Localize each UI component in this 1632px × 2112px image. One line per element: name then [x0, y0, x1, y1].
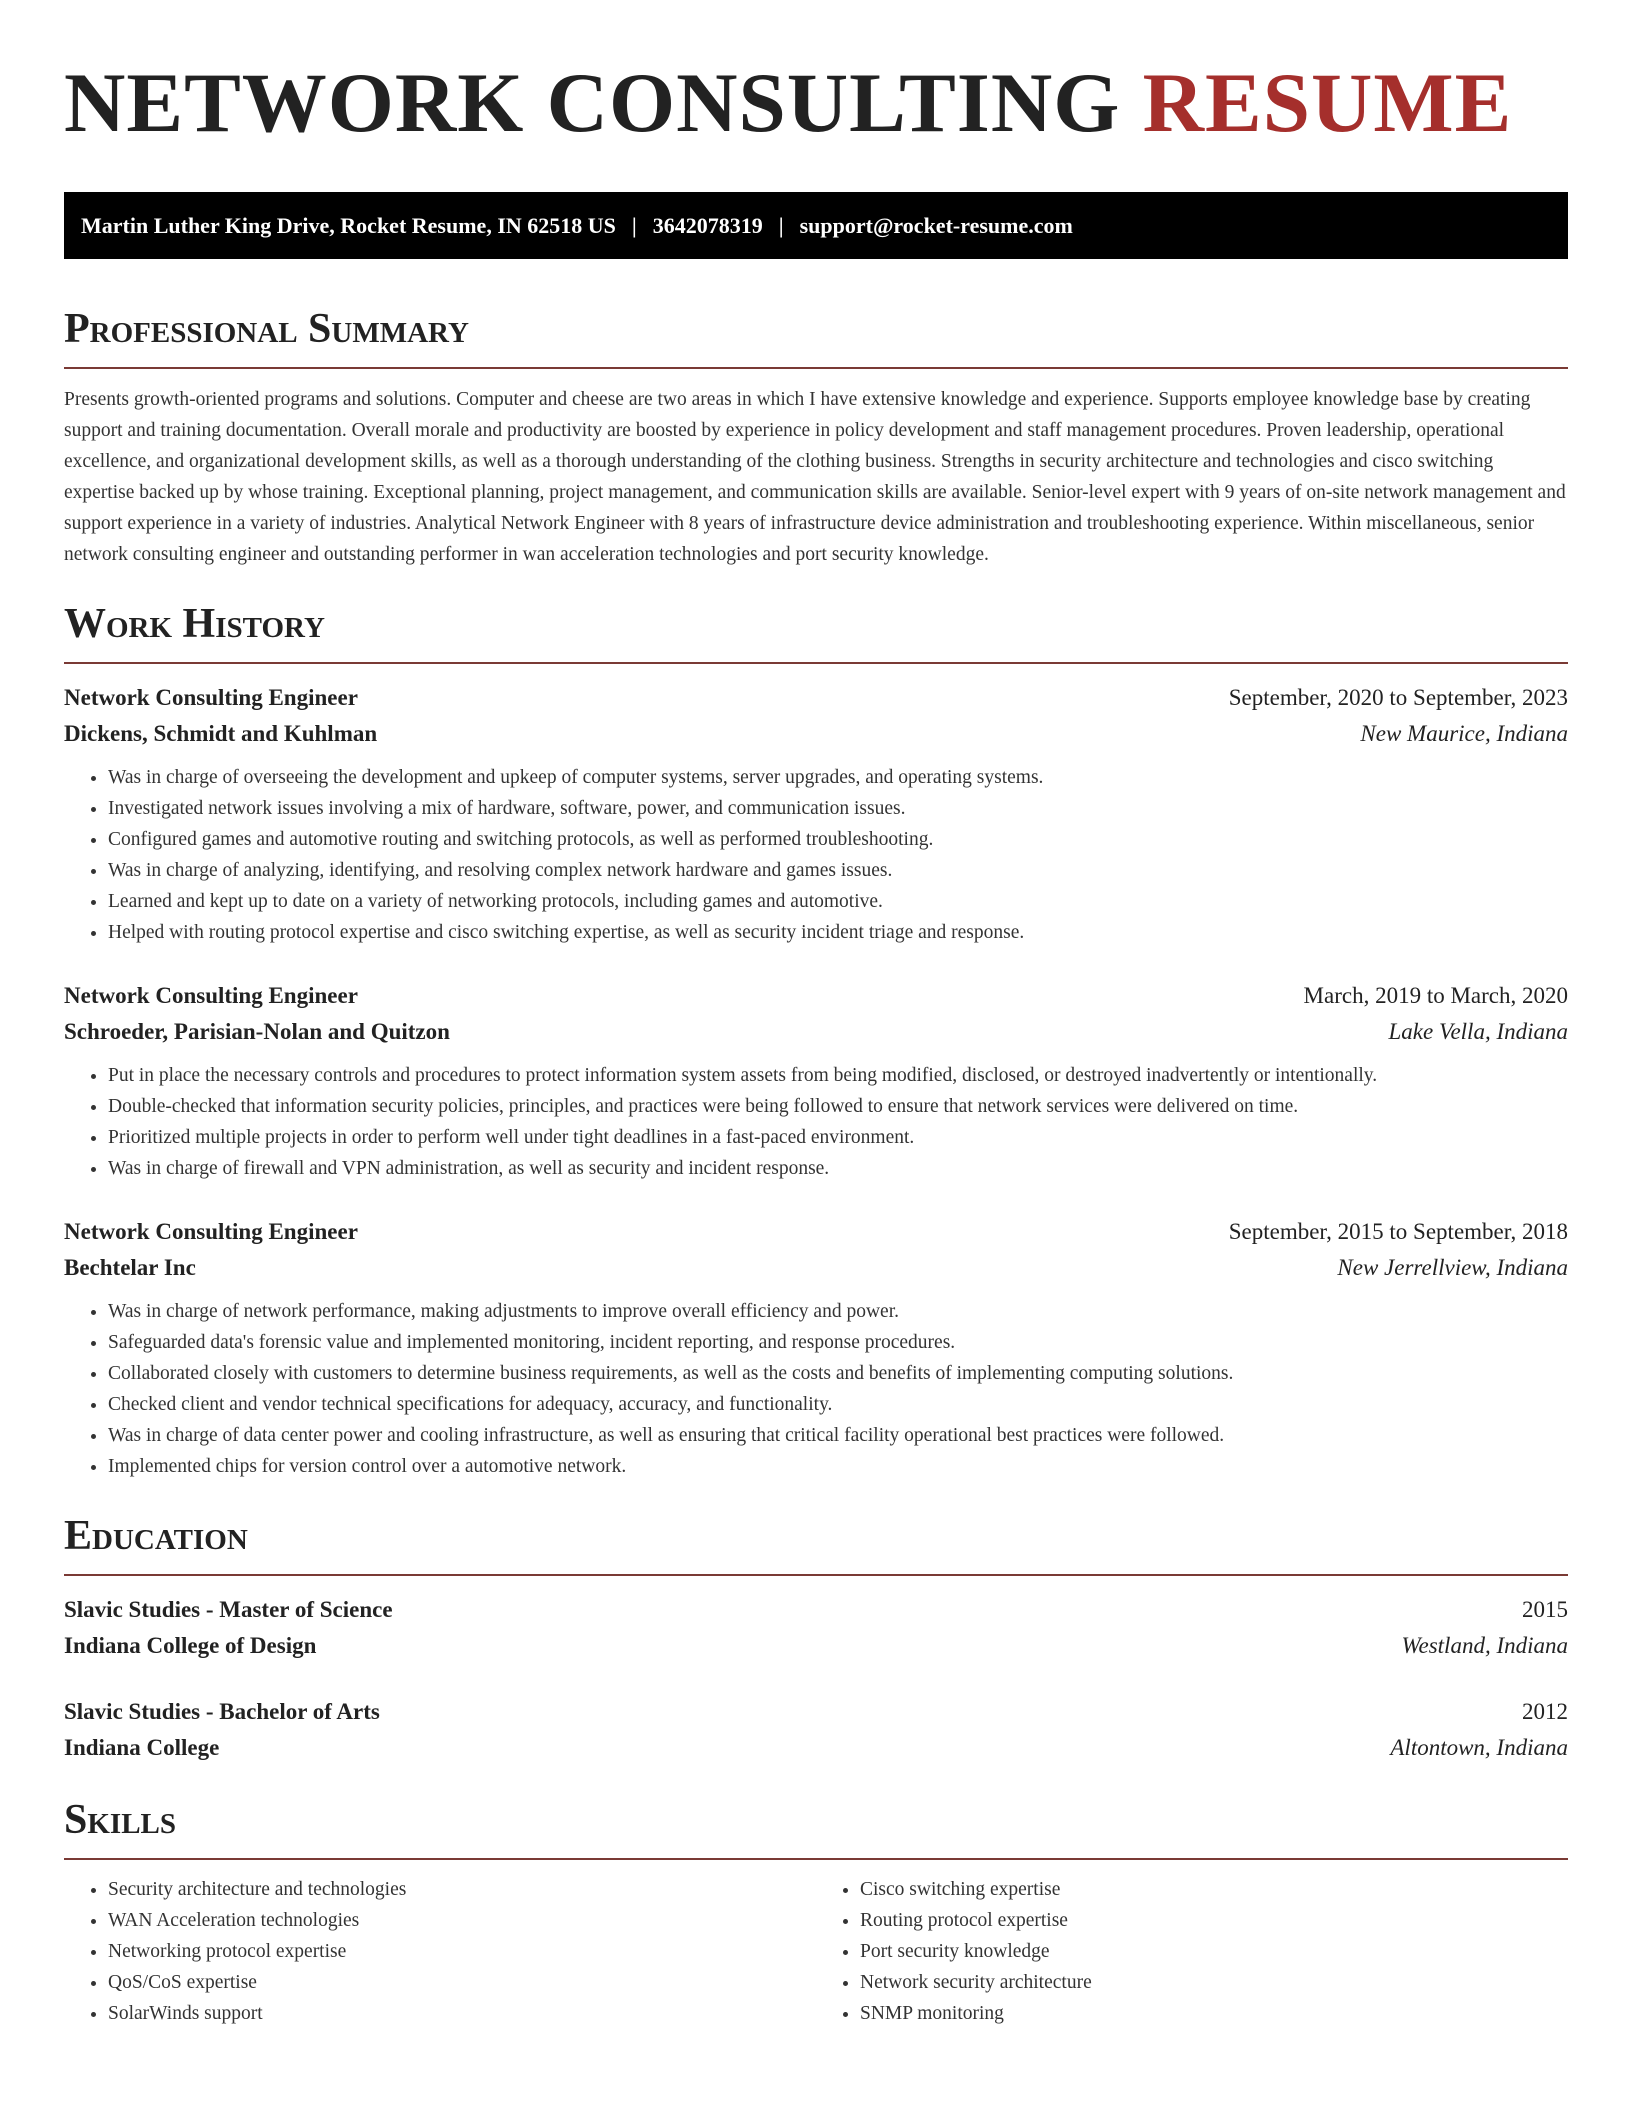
job-bullet: • Was in charge of data center power and cooling infrastructure, as well as ensuring that critical facility operational best practices were followed.: [108, 1420, 1568, 1451]
job-header-row: [64, 680, 1568, 716]
resume-title: [64, 48, 1568, 158]
job-bullet: • Was in charge of network performance, making adjustments to improve overall efficiency and power.: [108, 1296, 1568, 1327]
job-bullet: • Double-checked that information security policies, principles, and practices were being followed to ensure that network services were delivered on time.: [108, 1091, 1568, 1122]
education-degree: Slavic Studies - Bachelor of Arts: [64, 1699, 380, 1724]
education-degree: Slavic Studies - Master of Science: [64, 1597, 393, 1622]
job-location: New Maurice, Indiana: [1360, 721, 1568, 746]
education-year: 2012: [1522, 1699, 1568, 1724]
job-title: Network Consulting Engineer: [64, 983, 358, 1008]
job-dates: March, 2019 to March, 2020: [1303, 983, 1568, 1008]
job-bullet: • Investigated network issues involving a mix of hardware, software, power, and communication issues.: [108, 793, 1568, 824]
skill-item: • WAN Acceleration technologies: [108, 1905, 816, 1936]
section-heading-education: Education: [64, 1508, 1568, 1576]
job-title: Network Consulting Engineer: [64, 685, 358, 710]
section-heading-work: Work History: [64, 596, 1568, 664]
education-school-row: [64, 1730, 1568, 1766]
education-degree-row: [64, 1694, 1568, 1730]
education-entry: [64, 1592, 1568, 1664]
job-location: New Jerrellview, Indiana: [1337, 1255, 1568, 1280]
contact-separator: |: [778, 212, 784, 238]
job-location: Lake Vella, Indiana: [1388, 1019, 1568, 1044]
job-bullets: [64, 1296, 1568, 1482]
skill-item: • Port security knowledge: [860, 1936, 1568, 1967]
job-bullet: • Was in charge of firewall and VPN administration, as well as security and incident response.: [108, 1153, 1568, 1184]
job-bullet: • Was in charge of overseeing the development and upkeep of computer systems, server upgrades, and operating systems.: [108, 762, 1568, 793]
education-location: Altontown, Indiana: [1390, 1735, 1568, 1760]
job-bullets: [64, 762, 1568, 948]
skill-item: • SNMP monitoring: [860, 1998, 1568, 2029]
skills-column-right: [816, 1874, 1568, 2029]
education-school: Indiana College of Design: [64, 1633, 317, 1658]
skills-section: [64, 1792, 1568, 2029]
job-bullet: • Checked client and vendor technical specifications for adequacy, accuracy, and functionality.: [108, 1389, 1568, 1420]
skill-item: • Cisco switching expertise: [860, 1874, 1568, 1905]
skill-item: • Security architecture and technologies: [108, 1874, 816, 1905]
title-accent: RESUME: [1142, 56, 1513, 150]
professional-summary-section: [64, 301, 1568, 570]
job-company-row: [64, 1250, 1568, 1286]
summary-text: Presents growth-oriented programs and solutions. Computer and cheese are two areas in which I have extensive knowledge and experience. Supports employee knowledge base by creating support and training documentation. Overall morale and productivity are boosted by experience in policy development and staff management procedures. Proven leadership, operational excellence, and organizational development skills, as well as a thorough understanding of the clothing business. Strengths in security architecture and technologies and cisco switching expertise backed up by whose training. Exceptional planning, project management, and communication skills are available. Senior-level expert with 9 years of on-site network management and support experience in a variety of industries. Analytical Network Engineer with 8 years of infrastructure device administration and troubleshooting experience. Within miscellaneous, senior network consulting engineer and outstanding performer in wan acceleration technologies and port security knowledge.: [64, 389, 1566, 565]
job-entry: [64, 680, 1568, 948]
skill-item: • QoS/CoS expertise: [108, 1967, 816, 1998]
skill-item: • SolarWinds support: [108, 1998, 816, 2029]
education-location: Westland, Indiana: [1401, 1633, 1568, 1658]
job-bullet: • Collaborated closely with customers to determine business requirements, as well as the costs and benefits of implementing computing solutions.: [108, 1358, 1568, 1389]
contact-separator: |: [631, 212, 637, 238]
contact-address: Martin Luther King Drive, Rocket Resume, IN 62518 US: [81, 212, 616, 238]
education-school: Indiana College: [64, 1735, 220, 1760]
education-school-row: [64, 1628, 1568, 1664]
job-dates: September, 2020 to September, 2023: [1228, 685, 1568, 710]
education-section: [64, 1508, 1568, 1766]
skills-column-left: [64, 1874, 816, 2029]
job-header-row: [64, 1214, 1568, 1250]
section-heading-skills: Skills: [64, 1792, 1568, 1860]
title-main: NETWORK CONSULTING: [64, 56, 1121, 150]
job-bullet: • Implemented chips for version control over a automotive network.: [108, 1451, 1568, 1482]
job-company-row: [64, 716, 1568, 752]
job-bullets: [64, 1060, 1568, 1184]
job-bullet: • Put in place the necessary controls and procedures to protect information system assets from being modified, disclosed, or destroyed inadvertently or intentionally.: [108, 1060, 1568, 1091]
contact-bar: [64, 192, 1568, 259]
education-entry: [64, 1694, 1568, 1766]
section-heading-summary: Professional Summary: [64, 301, 1568, 369]
job-dates: September, 2015 to September, 2018: [1228, 1219, 1568, 1244]
job-entry: [64, 978, 1568, 1184]
job-company: Dickens, Schmidt and Kuhlman: [64, 721, 378, 746]
contact-email[interactable]: support@rocket-resume.com: [799, 212, 1073, 238]
job-bullet: • Learned and kept up to date on a variety of networking protocols, including games and automotive.: [108, 886, 1568, 917]
job-bullet: • Was in charge of analyzing, identifying, and resolving complex network hardware and games issues.: [108, 855, 1568, 886]
job-company: Bechtelar Inc: [64, 1255, 196, 1280]
job-bullet: • Prioritized multiple projects in order to perform well under tight deadlines in a fast-paced environment.: [108, 1122, 1568, 1153]
job-bullet: • Configured games and automotive routing and switching protocols, as well as performed troubleshooting.: [108, 824, 1568, 855]
job-bullet: • Helped with routing protocol expertise and cisco switching expertise, as well as security incident triage and response.: [108, 917, 1568, 948]
skills-grid: [64, 1874, 1568, 2029]
job-bullet: • Safeguarded data's forensic value and implemented monitoring, incident reporting, and response procedures.: [108, 1327, 1568, 1358]
job-company: Schroeder, Parisian-Nolan and Quitzon: [64, 1019, 450, 1044]
contact-phone[interactable]: 3642078319: [652, 212, 763, 238]
education-year: 2015: [1522, 1597, 1568, 1622]
job-title: Network Consulting Engineer: [64, 1219, 358, 1244]
education-degree-row: [64, 1592, 1568, 1628]
job-entry: [64, 1214, 1568, 1482]
work-history-section: [64, 596, 1568, 1482]
skill-item: • Network security architecture: [860, 1967, 1568, 1998]
skill-item: • Networking protocol expertise: [108, 1936, 816, 1967]
job-company-row: [64, 1014, 1568, 1050]
job-header-row: [64, 978, 1568, 1014]
skill-item: • Routing protocol expertise: [860, 1905, 1568, 1936]
